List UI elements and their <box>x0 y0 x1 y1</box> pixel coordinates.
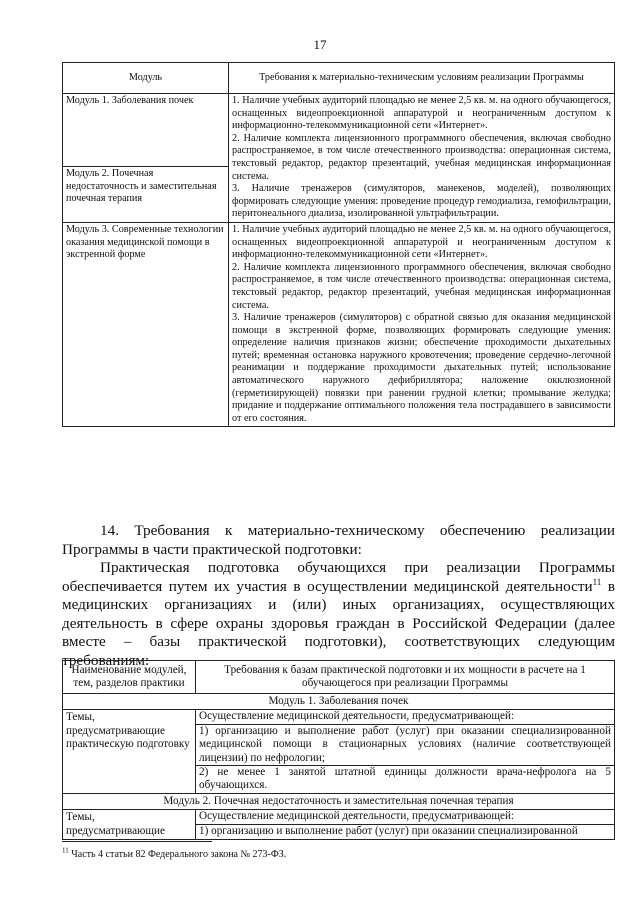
material-requirements-table <box>62 62 615 427</box>
table-row <box>63 710 615 793</box>
section-14-heading: 14. Требования к материально-техническому обеспечению реализации Программы в части практической подготовки: <box>62 522 615 558</box>
paragraph-text: Практическая подготовка обучающихся при реализации Программы обеспечивается путем их участия в осуществлении медицинской деятельности <box>62 559 615 595</box>
topics-cell: Темы, предусматривающие <box>63 810 196 840</box>
module-3-name: Модуль 3. Современные технологии оказания медицинской помощи в экстренной форме <box>63 222 229 427</box>
requirement-line: 2) не менее 1 занятой штатной единицы должности врача-нефролога на 5 обучающихся. <box>196 765 614 793</box>
paragraph-text-continued: в медицинских организациях и (или) иных организациях, осуществляющих деятельность в сфере охраны здоровья граждан в Российской Федерации (далее вместе – базы практической подготовки), соответствующих следующим требованиям: <box>62 577 615 669</box>
requirement-line: Осуществление медицинской деятельности, предусматривающей: <box>199 710 515 723</box>
practical-training-paragraph <box>62 559 615 670</box>
header-base-requirements: Требования к базам практической подготовки и их мощности в расчете на 1 обучающегося при реализации Программы <box>196 661 615 694</box>
requirements-cell <box>229 94 615 223</box>
table-header-row <box>63 63 615 94</box>
module-1-name: Модуль 1. Заболевания почек <box>66 95 194 106</box>
practical-training-table <box>62 660 615 840</box>
requirement-item: 1. Наличие учебных аудиторий площадью не менее 2,5 кв. м. на одного обучающегося, оснащенных видеопроекционной аппаратурой и неограниченным доступом к информационно-телекоммуникационной сети «Интернет». <box>232 95 611 132</box>
requirement-item: 2. Наличие комплекта лицензионного программного обеспечения, включая свободно распространяемое, в том числе отечественного производства: операционная система, текстовый редактор, редактор презентаций, учебная медицинская информационная система. <box>232 261 611 311</box>
section-module-2: Модуль 2. Почечная недостаточность и заместительная почечная терапия <box>63 793 615 809</box>
section-row <box>63 694 615 710</box>
requirement-item: 3. Наличие тренажеров (симуляторов, манекенов, моделей), позволяющих формировать следующие умения: проведение процедур гемодиализа, гемофильтрации, перитонеального диализа, изолированной ультрафильтрации. <box>232 183 611 220</box>
footnote-text: Часть 4 статьи 82 Федерального закона № 273-ФЗ. <box>68 849 287 860</box>
requirement-item: 2. Наличие комплекта лицензионного программного обеспечения, включая свободно распространяемое, в том числе отечественного производства: операционная система, текстовый редактор, редактор презентаций, учебная медицинская информационная система. <box>232 132 611 182</box>
module-cell <box>63 94 229 223</box>
footnote-reference: 11 <box>592 576 602 587</box>
requirements-cell <box>196 810 615 840</box>
header-module-names: Наименование модулей, тем, разделов практики <box>63 661 196 694</box>
requirement-line: 1) организацию и выполнение работ (услуг) при оказании специализированной медицинской помощи в стационарных условиях (наличие соответствующей лицензии) по нефрологии; <box>196 724 614 765</box>
table-row <box>63 222 615 427</box>
page-number: 17 <box>313 37 327 52</box>
requirement-line: 1) организацию и выполнение работ (услуг) при оказании специализированной <box>196 824 614 838</box>
footnote-separator <box>62 841 212 842</box>
requirement-item: 1. Наличие учебных аудиторий площадью не менее 2,5 кв. м. на одного обучающегося, оснащенных видеопроекционной аппаратурой и неограниченным доступом к информационно-телекоммуникационной сети «Интернет». <box>232 223 611 261</box>
section-module-1: Модуль 1. Заболевания почек <box>63 694 615 710</box>
requirements-cell <box>229 222 615 427</box>
module-2-name: Модуль 2. Почечная недостаточность и заместительная почечная терапия <box>63 166 228 207</box>
requirements-cell <box>196 710 615 793</box>
topics-cell: Темы, предусматривающие практическую подготовку <box>63 710 196 793</box>
requirement-item: 3. Наличие тренажеров (симуляторов) с обратной связью для оказания медицинской помощи в экстренной форме, позволяющих формировать следующие умения: определение наличия признаков жизни; обеспечение проходимости дыхательных путей; временная остановка наружного кровотечения; проведение сердечно-легочной реанимации и поддержание проходимости дыхательных путей; использование автоматического наружного дефибриллятора; наложение окклюзионной (герметизирующей) повязки при ранении грудной клетки; промывание желудка; придание и поддержание оптимального положения тела пострадавшего в зависимости от его состояния. <box>232 312 611 424</box>
table-header-row <box>63 661 615 694</box>
table-row <box>63 810 615 840</box>
header-module: Модуль <box>63 63 229 94</box>
footnote-number: 11 <box>62 846 69 855</box>
requirement-line: Осуществление медицинской деятельности, предусматривающей: <box>199 810 515 823</box>
section-row <box>63 793 615 809</box>
table-row <box>63 94 615 223</box>
header-requirements: Требования к материально-техническим условиям реализации Программы <box>229 63 615 94</box>
footnote <box>62 846 287 860</box>
